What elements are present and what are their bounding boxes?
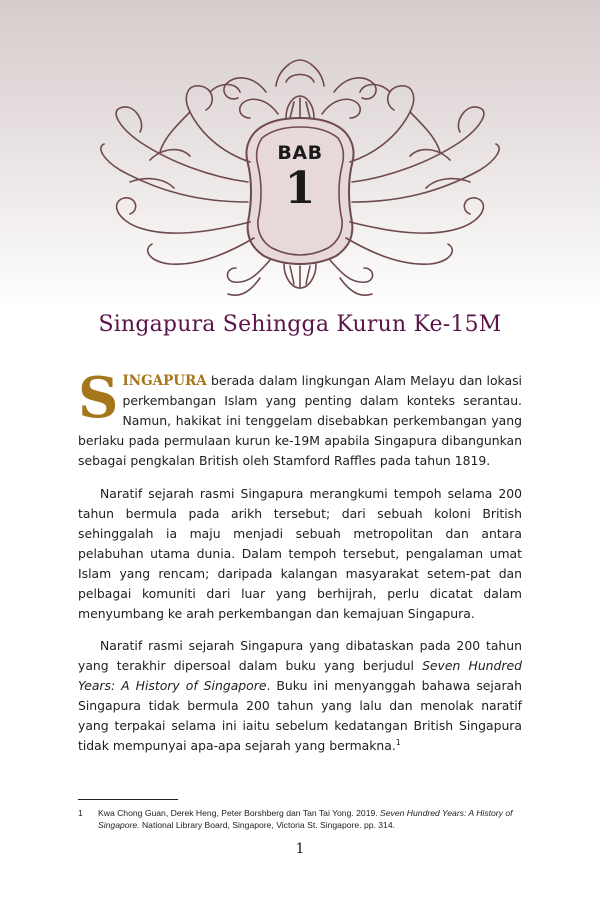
footnote-number: 1	[78, 808, 83, 818]
book-title: Seven Hundred Years: A History of Singapore	[78, 658, 522, 693]
footnote	[78, 807, 522, 831]
paragraph-3	[78, 636, 522, 756]
footnote-divider	[78, 799, 178, 800]
page-number: 1	[295, 841, 305, 857]
paragraph-1	[78, 365, 522, 471]
paragraph-3-text-before: Naratif rasmi sejarah Singapura yang dibataskan pada 200 tahun yang terakhir dipersoal dalam buku yang berjudul	[78, 638, 522, 673]
drop-cap: S	[78, 365, 119, 431]
footnote-ref[interactable]: 1	[395, 737, 401, 747]
footnote-book-title: Seven Hundred Years: A History of Singapore.	[98, 808, 513, 830]
footnote-text-before: Kwa Chong Guan, Derek Heng, Peter Borshberg dan Tan Tai Yong. 2019.	[98, 808, 381, 818]
chapter-number: 1	[284, 163, 316, 214]
paragraph-2: Naratif sejarah rasmi Singapura merangkumi tempoh selama 200 tahun bermula pada arikh tersebut; dari sebuah koloni British sehinggalah ia maju menjadi sebuah metropolitan dan antara pelabuhan utama dunia. Dalam tempoh tersebut, pengalaman umat Islam yang rencam; daripada kalangan masyarakat setem-pat dan pelbagai komuniti dari luar yang berhijrah, perlu dicatat dalam menyumbang ke arah perkembangan dan kemajuan Singapura.	[78, 485, 522, 621]
chapter-title: Singapura Sehingga Kurun Ke-15M	[98, 312, 502, 337]
footnote-text	[98, 807, 522, 831]
footnote-text-after: National Library Board, Singapore, Victoria St. Singapore. pp. 314.	[139, 820, 395, 830]
lead-word: INGAPURA	[122, 373, 207, 389]
paragraph-3-text-after: . Buku ini menyanggah bahawa sejarah Singapura tidak bermula 200 tahun yang lalu dan menolak naratif yang terpakai selama ini iaitu sebelum kedatangan British Singapura tidak mempunyai apa-apa sejarah yang bermakna.	[78, 678, 522, 753]
body-text	[78, 365, 522, 769]
chapter-label: BAB	[277, 142, 323, 164]
paragraph-1-text: berada dalam lingkungan Alam Melayu dan lokasi perkembangan Islam yang penting dalam konteks serantau. Namun, hakikat ini tenggelam disebabkan perkembangan yang berlaku pada permulaan kurun ke-19M apabila Singapura dibangunkan sebagai pengkalan British oleh Stamford Raffles pada tahun 1819.	[78, 373, 522, 468]
